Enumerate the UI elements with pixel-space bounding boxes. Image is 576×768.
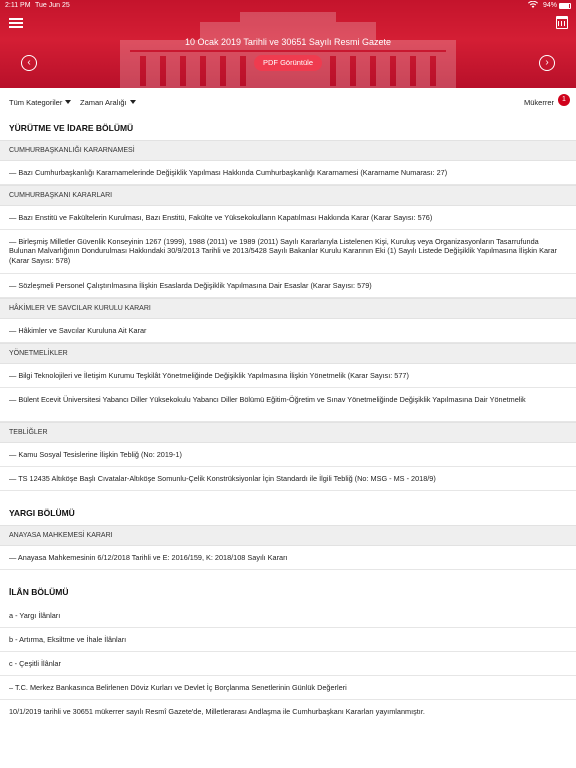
category-header: CUMHURBAŞKANLIĞI KARARNAMESİ bbox=[0, 140, 576, 161]
caret-down-icon bbox=[65, 100, 71, 104]
mukerrer-note: 10/1/2019 tarihli ve 30651 mükerrer sayılı Resmî Gazete'de, Milletlerarası Andlaşma ile Cumhurbaşkanı Kararları yayımlanmıştır. bbox=[9, 707, 425, 716]
list-item[interactable]: — Bülent Ecevit Üniversitesi Yabancı Diller Yüksekokulu Yabancı Diller Bölümü Eğitim-Öğretim ve Sınav Yönetmeliğinde Değişiklik Yapılmasına Dair Yönetmelik bbox=[0, 388, 576, 422]
battery-icon bbox=[559, 3, 571, 9]
calendar-icon[interactable] bbox=[556, 16, 568, 29]
gazette-header bbox=[0, 0, 576, 88]
section-title-yurutme: YÜRÜTME VE İDARE BÖLÜMÜ bbox=[9, 123, 134, 133]
mukerrer-count-badge: 1 bbox=[558, 94, 570, 106]
caret-down-icon bbox=[130, 100, 136, 104]
status-time: 2:11 PM bbox=[5, 2, 31, 9]
pdf-view-button[interactable]: PDF Görüntüle bbox=[254, 55, 322, 71]
category-dropdown-label: Tüm Kategoriler bbox=[9, 98, 63, 107]
status-bar bbox=[0, 0, 576, 12]
section-spacer bbox=[0, 570, 576, 580]
gazette-contents bbox=[0, 116, 576, 724]
list-item[interactable]: — Sözleşmeli Personel Çalıştırılmasına İlişkin Esaslarda Değişiklik Yapılmasına Dair Esaslar (Karar Sayısı: 579) bbox=[0, 274, 576, 298]
list-item[interactable]: — Bazı Cumhurbaşkanlığı Kararnamelerinde Değişiklik Yapılması Hakkında Cumhurbaşkanlığı Kararnamesi (Kararname Numarası: 27) bbox=[0, 161, 576, 185]
section-spacer bbox=[0, 491, 576, 501]
list-item[interactable]: a - Yargı İlânları bbox=[0, 604, 576, 628]
time-range-dropdown-label: Zaman Aralığı bbox=[80, 98, 127, 107]
list-item[interactable]: — Bazı Enstitü ve Fakültelerin Kurulması, Bazı Enstitü, Fakülte ve Yüksekokulların Kapatılması Hakkında Karar (Karar Sayısı: 576) bbox=[0, 206, 576, 230]
category-header: CUMHURBAŞKANI KARARLARI bbox=[0, 185, 576, 206]
battery-percent: 94% bbox=[542, 2, 557, 9]
hamburger-menu-icon[interactable] bbox=[9, 18, 23, 28]
mukerrer-button[interactable]: Mükerrer bbox=[523, 98, 554, 107]
list-item[interactable]: – T.C. Merkez Bankasınca Belirlenen Döviz Kurları ve Devlet İç Borçlanma Senetlerinin Günlük Değerleri bbox=[0, 676, 576, 700]
wifi-icon bbox=[528, 1, 538, 11]
list-item[interactable]: — Anayasa Mahkemesinin 6/12/2018 Tarihli ve E: 2016/159, K: 2018/108 Sayılı Kararı bbox=[0, 546, 576, 570]
list-item[interactable]: b - Artırma, Eksiltme ve İhale İlânları bbox=[0, 628, 576, 652]
category-header: TEBLİĞLER bbox=[0, 422, 576, 443]
previous-issue-button[interactable]: ‹ bbox=[21, 55, 37, 71]
gazette-title: 10 Ocak 2019 Tarihli ve 30651 Sayılı Resmi Gazete bbox=[185, 37, 391, 47]
list-item[interactable]: — Kamu Sosyal Tesislerine İlişkin Tebliğ (No: 2019-1) bbox=[0, 443, 576, 467]
category-header: ANAYASA MAHKEMESİ KARARI bbox=[0, 525, 576, 546]
section-title-yargi: YARGI BÖLÜMÜ bbox=[9, 508, 75, 518]
time-range-dropdown[interactable] bbox=[80, 98, 136, 107]
category-header: YÖNETMELİKLER bbox=[0, 343, 576, 364]
list-item[interactable]: — Birleşmiş Milletler Güvenlik Konseyinin 1267 (1999), 1988 (2011) ve 1989 (2011) Sayılı Kararlarıyla Listelenen Kişi, Kuruluş veya Organizasyonların Tasarrufunda Bulunan Malvarlığının Dondurulması Hakkındaki 30/9/2013 Tarihli ve 2013/5428 Sayılı Bakanlar Kurulu Kararının Eki (1) Sayılı Listede Değişiklik Yapılmasına İlişkin Karar (Karar Sayısı: 578) bbox=[0, 230, 576, 274]
category-dropdown[interactable] bbox=[9, 98, 71, 107]
category-header: HÂKİMLER VE SAVCILAR KURULU KARARI bbox=[0, 298, 576, 319]
list-item[interactable]: — Bilgi Teknolojileri ve İletişim Kurumu Teşkilât Yönetmeliğinde Değişiklik Yapılmasına İlişkin Yönetmelik (Karar Sayısı: 577) bbox=[0, 364, 576, 388]
filter-bar bbox=[0, 88, 576, 116]
section-title-ilan: İLÂN BÖLÜMÜ bbox=[9, 587, 69, 597]
list-item[interactable]: — Hâkimler ve Savcılar Kuruluna Ait Karar bbox=[0, 319, 576, 343]
list-item[interactable]: — TS 12435 Altıköşe Başlı Cıvatalar-Altıköşe Somunlu-Çelik Konstrüksiyonlar İçin Standardı ile İlgili Tebliğ (No: MSG - MS - 2018/9) bbox=[0, 467, 576, 491]
list-item[interactable]: c - Çeşitli İlânlar bbox=[0, 652, 576, 676]
next-issue-button[interactable]: › bbox=[539, 55, 555, 71]
status-date: Tue Jun 25 bbox=[35, 2, 70, 9]
